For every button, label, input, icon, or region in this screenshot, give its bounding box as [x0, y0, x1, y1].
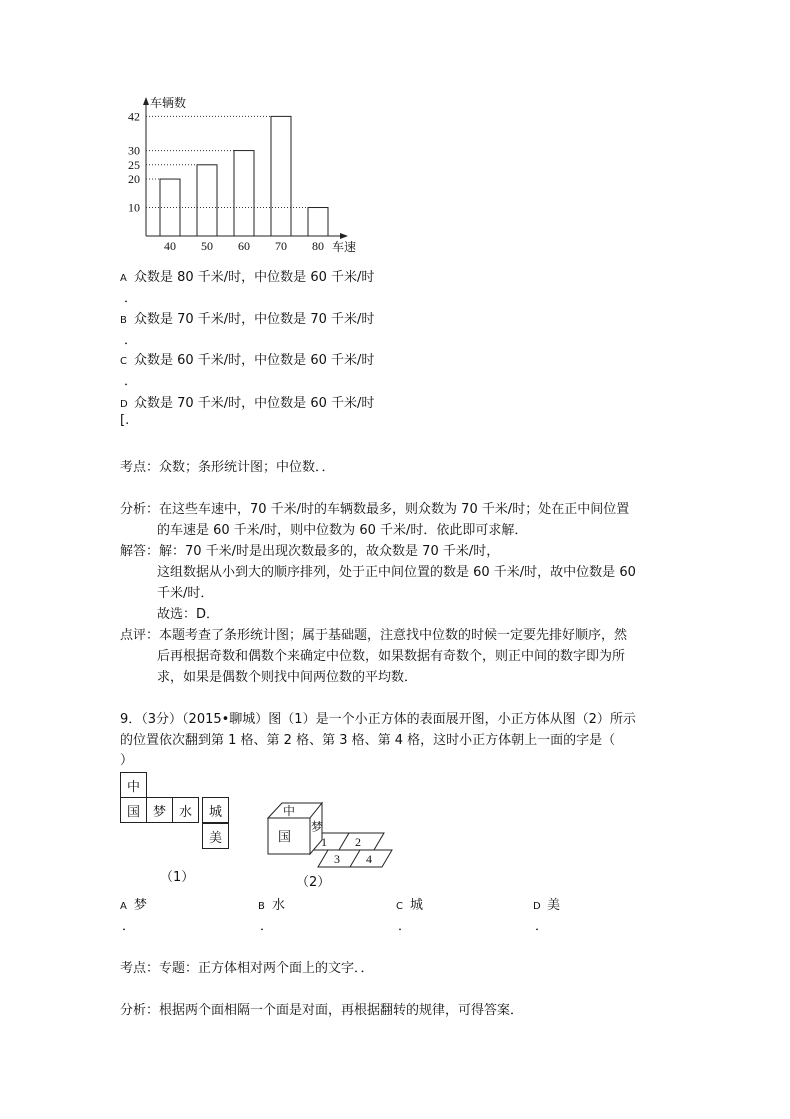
bar: [308, 208, 328, 236]
x-tick-label: 60: [238, 239, 250, 253]
grid-number-2: 2: [355, 835, 361, 849]
y-axis-label: 车辆数: [150, 96, 187, 110]
grid-number-1: 1: [321, 835, 327, 849]
dianping-8-line1: 点评：本题考查了条形统计图；属于基础题，注意找中位数的时候一定要先排好顺序，然: [120, 628, 628, 643]
y-tick-label: 10: [128, 200, 140, 215]
net-cell-bottom: 美: [202, 823, 229, 849]
q9-stem-line2: 的位置依次翻到第 1 格、第 2 格、第 3 格、第 4 格，这时小正方体朝上一面的字是（: [120, 733, 616, 748]
x-tick-label: 80: [312, 239, 324, 253]
jieda-8-line3: 千米/时．: [157, 586, 214, 601]
dianping-8-line2: 后再根据奇数和偶数个来确定中位数，如果数据有奇数个，则正中间的数字即为所: [157, 649, 626, 664]
grid-number-3: 3: [334, 852, 340, 866]
option-dot: ．: [124, 333, 138, 348]
fenxi-8-line1: 分析：在这些车速中，70 千米/时的车辆数最多，则众数为 70 千米/时；处在正中间位置: [120, 502, 630, 517]
cube-face-side: 梦: [311, 820, 324, 834]
q9-option-b: B 水: [258, 898, 286, 913]
net-cell-2: 梦: [146, 797, 173, 823]
q9-stem-line1: 9．（3分）（2015•聊城）图（1）是一个小正方体的表面展开图，小正方体从图（2）所示: [120, 712, 636, 727]
q9-option-c: C 城: [396, 898, 424, 913]
option-a: A 众数是 80 千米/时，中位数是 60 千米/时: [120, 270, 375, 285]
cube-face-top: 中: [283, 804, 296, 818]
x-tick-label: 50: [201, 239, 213, 253]
y-tick-label: 20: [128, 172, 140, 187]
option-dot: ．: [260, 919, 274, 934]
bar: [271, 116, 291, 236]
net-cell-1: 国: [120, 797, 147, 823]
option-b: B 众数是 70 千米/时，中位数是 70 千米/时: [120, 312, 375, 327]
kaodian-9: 考点：专题：正方体相对两个面上的文字．．: [120, 961, 374, 976]
fenxi-8-line2: 的车速是 60 千米/时，则中位数为 60 千米/时．依此即可求解．: [157, 523, 528, 538]
x-tick-label: 40: [164, 239, 176, 253]
option-dot: ．: [124, 291, 138, 306]
q9-option-d: D 美: [533, 898, 561, 913]
dianping-8-line3: 求，如果是偶数个则找中间两位数的平均数．: [157, 670, 418, 685]
grid-number-4: 4: [366, 852, 372, 866]
jieda-8-line1: 解答：解：70 千米/时是出现次数最多的，故众数是 70 千米/时，: [120, 544, 500, 559]
fig1-label: （1）: [160, 870, 195, 885]
y-tick-label: 25: [128, 157, 140, 172]
x-axis-label: 车速: [332, 240, 357, 254]
y-tick-label: 30: [128, 143, 140, 158]
fenxi-9: 分析：根据两个面相隔一个面是对面，再根据翻转的规律，可得答案．: [120, 1003, 524, 1018]
x-axis-arrow: [340, 233, 348, 239]
bar: [234, 151, 254, 236]
jieda-8-line2: 这组数据从小到大的顺序排列，处于正中间位置的数是 60 千米/时，故中位数是 60: [157, 565, 636, 580]
option-dot: ．: [398, 919, 412, 934]
q9-stem-line3: ）: [120, 753, 134, 768]
option-close: [.: [120, 413, 130, 428]
net-cell-3: 水: [172, 797, 199, 823]
fig2-label: （2）: [296, 875, 331, 890]
q9-option-a: A 梦: [120, 898, 148, 913]
option-d: D 众数是 70 千米/时，中位数是 60 千米/时: [120, 396, 375, 411]
x-tick-label: 70: [275, 239, 287, 253]
option-dot: ．: [535, 919, 549, 934]
cube-face-front: 国: [278, 830, 292, 845]
bar-chart: [110, 95, 370, 260]
net-cell-top: 中: [120, 772, 147, 798]
bar: [197, 165, 217, 236]
option-dot: ．: [124, 374, 138, 389]
jieda-8-line4: 故选：D．: [157, 607, 220, 622]
y-tick-label: 42: [128, 109, 140, 124]
net-cell-4: 城: [202, 797, 229, 823]
option-dot: ．: [122, 919, 136, 934]
kaodian-8: 考点：众数；条形统计图；中位数．．: [120, 460, 335, 475]
option-c: C 众数是 60 千米/时，中位数是 60 千米/时: [120, 353, 375, 368]
y-axis-arrow: [143, 97, 149, 105]
